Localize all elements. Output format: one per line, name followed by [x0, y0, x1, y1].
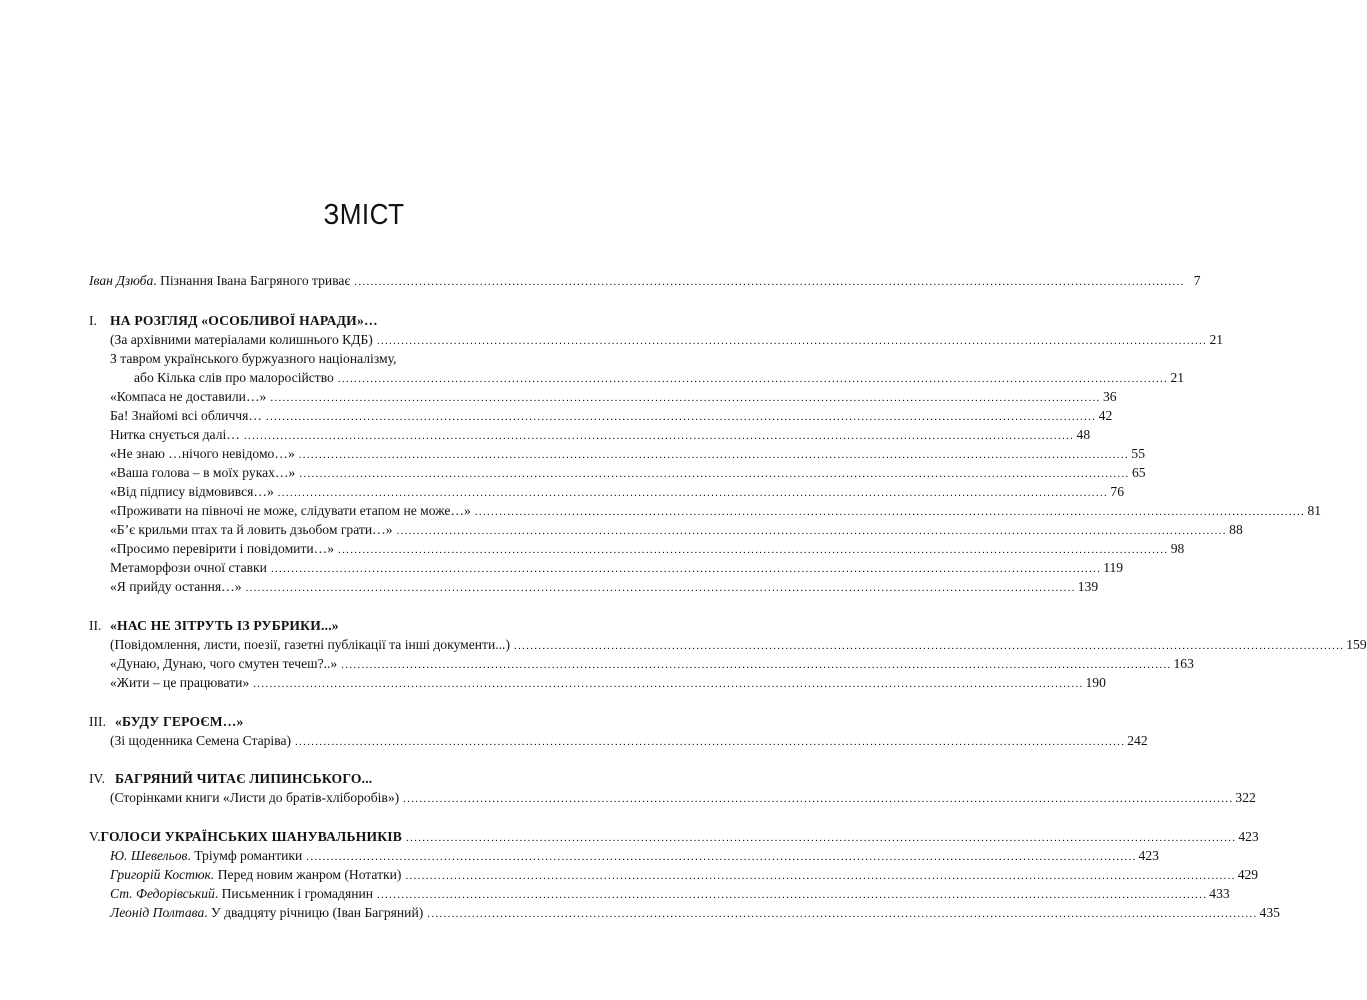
leader-dots: ............................................................................................................................................................................................................. — [245, 582, 1076, 594]
entry-page: 48 — [1076, 427, 1091, 442]
entry-page: 163 — [1173, 656, 1194, 671]
toc-entry[interactable] — [110, 331, 1224, 349]
toc-entry[interactable] — [110, 407, 1113, 425]
entry-title: . Тріумф романтики — [187, 848, 303, 863]
entry-title: «Не знаю …нічого невідомо…» — [110, 446, 295, 461]
entry-page: 81 — [1307, 503, 1322, 518]
toc-entry-intro[interactable] — [89, 272, 1201, 290]
toc-entry[interactable] — [110, 655, 1194, 673]
leader-dots: ............................................................................................................................................................................................................. — [243, 430, 1075, 442]
entry-page: 433 — [1209, 886, 1230, 901]
entry-title: «Проживати на півночі не може, слідувати етапом не може…» — [110, 503, 471, 518]
entry-page: 139 — [1077, 579, 1099, 594]
entry-author: Ст. Федорівський — [110, 886, 215, 901]
leader-dots: ............................................................................................................................................................................................................. — [270, 563, 1102, 575]
leader-dots: ............................................................................................................................................................................................................. — [295, 736, 1126, 748]
leader-dots: ............................................................................................................................................................................................................. — [299, 468, 1130, 480]
leader-dots: ............................................................................................................................................................................................................. — [341, 659, 1172, 671]
section-heading: «БУДУ ГЕРОЄМ…» — [115, 714, 244, 729]
leader-dots: ............................................................................................................................................................................................................. — [270, 392, 1101, 404]
toc-entry[interactable] — [110, 789, 1256, 807]
entry-page: 423 — [1138, 848, 1159, 863]
entry-page: 435 — [1259, 905, 1280, 920]
entry-author: Григорій Костюк. — [110, 867, 215, 882]
entry-title: Нитка снується далі… — [110, 427, 240, 442]
leader-dots: ............................................................................................................................................................................................................. — [396, 525, 1227, 537]
leader-dots: ............................................................................................................................................................................................................. — [338, 544, 1169, 556]
toc-entry[interactable] — [110, 388, 1117, 406]
entry-author: Леонід Полтава — [110, 905, 205, 920]
entry-title: «Жити – це працювати» — [110, 675, 250, 690]
toc-section-1[interactable] — [89, 312, 640, 330]
entry-page: 322 — [1235, 790, 1256, 805]
leader-dots: ............................................................................................................................................................................................................. — [298, 449, 1129, 461]
toc-section-5[interactable] — [89, 828, 1259, 846]
toc-entry[interactable] — [110, 904, 1280, 922]
entry-title: «Б’є крильми птах та й ловить дзьобом грати…» — [110, 522, 393, 537]
entry-title: або Кілька слів про малоросійство — [134, 370, 334, 385]
leader-dots: ............................................................................................................................................................................................................. — [405, 870, 1236, 882]
section-numeral: II. — [89, 618, 102, 633]
toc-entry[interactable] — [110, 464, 1146, 482]
leader-dots: ............................................................................................................................................................................................................. — [354, 276, 1185, 288]
leader-dots: ............................................................................................................................................................................................................. — [427, 908, 1258, 920]
entry-title: . Пізнання Івана Багряного триває — [153, 273, 351, 288]
entry-page: 55 — [1131, 446, 1145, 461]
leader-dots: ............................................................................................................................................................................................................. — [376, 335, 1208, 347]
leader-dots: ............................................................................................................................................................................................................. — [253, 678, 1084, 690]
entry-title: . Письменник і громадянин — [214, 886, 374, 901]
toc-entry[interactable] — [110, 885, 1230, 903]
leader-dots: ............................................................................................................................................................................................................. — [377, 889, 1208, 901]
toc-entry[interactable] — [110, 445, 1145, 463]
section-heading: ГОЛОСИ УКРАЇНСЬКИХ ШАНУВАЛЬНИКІВ — [100, 829, 403, 844]
toc-entry[interactable] — [110, 521, 1243, 539]
entry-title: (За архівними матеріалами колишнього КДБ) — [110, 332, 373, 347]
entry-title: «Просимо перевірити і повідомити…» — [110, 541, 335, 556]
toc-section-3[interactable] — [89, 713, 640, 731]
section-heading: БАГРЯНИЙ ЧИТАЄ ЛИПИНСЬКОГО... — [115, 771, 373, 786]
entry-author: Іван Дзюба — [89, 273, 154, 288]
entry-author: Ю. Шевельов — [110, 848, 188, 863]
entry-title: «Я прийду остання…» — [110, 579, 242, 594]
toc-entry[interactable] — [110, 540, 1185, 558]
entry-page: 423 — [1238, 829, 1259, 844]
entry-page: 429 — [1237, 867, 1259, 882]
entry-page: 159 — [1346, 637, 1367, 652]
toc-entry[interactable] — [110, 483, 1124, 501]
toc-entry[interactable] — [110, 502, 1322, 520]
section-numeral: III. — [89, 714, 106, 729]
toc-entry[interactable] — [110, 578, 1099, 596]
leader-dots: ............................................................................................................................................................................................................. — [406, 832, 1237, 844]
toc-entry[interactable] — [110, 732, 1148, 750]
leader-dots: ............................................................................................................................................................................................................. — [403, 793, 1234, 805]
leader-dots: ............................................................................................................................................................................................................. — [265, 411, 1097, 423]
entry-title: «Дунаю, Дунаю, чого смутен течеш?..» — [110, 656, 338, 671]
section-heading: «НАС НЕ ЗІТРУТЬ ІЗ РУБРИКИ...» — [110, 618, 339, 633]
entry-page: 242 — [1127, 733, 1148, 748]
entry-page: 42 — [1098, 408, 1113, 423]
toc-entry[interactable] — [134, 369, 1185, 387]
entry-title: Перед новим жанром (Нотатки) — [214, 867, 402, 882]
leader-dots: ............................................................................................................................................................................................................. — [277, 487, 1108, 499]
toc-section-4[interactable] — [89, 770, 640, 788]
toc-entry[interactable] — [110, 847, 1159, 865]
toc-entry[interactable] — [110, 426, 1091, 444]
entry-title: . У двадцяту річницю (Іван Багряний) — [204, 905, 424, 920]
entry-page: 65 — [1131, 465, 1146, 480]
entry-page: 119 — [1103, 560, 1124, 575]
leader-dots: ............................................................................................................................................................................................................. — [337, 373, 1169, 385]
toc-entry[interactable] — [110, 674, 1106, 692]
entry-title: «Ваша голова – в моїх руках…» — [110, 465, 296, 480]
entry-page: 190 — [1085, 675, 1106, 690]
section-numeral: I. — [89, 313, 97, 328]
toc-section-2[interactable] — [89, 617, 640, 635]
entry-page: 76 — [1110, 484, 1124, 499]
leader-dots: ............................................................................................................................................................................................................. — [514, 640, 1345, 652]
entry-page: 21 — [1170, 370, 1185, 385]
entry-page: 98 — [1170, 541, 1185, 556]
entry-title: «Компаса не доставили…» — [110, 389, 267, 404]
entry-title: (Сторінками книги «Листи до братів-хліборобів») — [110, 790, 400, 805]
leader-dots: ............................................................................................................................................................................................................. — [474, 506, 1306, 518]
toc-entry[interactable] — [110, 636, 1367, 654]
section-numeral: V. — [89, 829, 101, 844]
toc-entry[interactable] — [110, 866, 1259, 884]
entry-title: Ба! Знайомі всі обличчя… — [110, 408, 262, 423]
entry-page: 21 — [1209, 332, 1224, 347]
entry-title: (Зі щоденника Семена Старіва) — [110, 733, 291, 748]
entry-title: «Від підпису відмовився…» — [110, 484, 274, 499]
entry-page: 36 — [1103, 389, 1117, 404]
toc-entry-line[interactable]: З тавром українського буржуазного націоналізму, — [110, 351, 397, 366]
toc-entry[interactable] — [110, 559, 1124, 577]
entry-title: (Повідомлення, листи, поезії, газетні публікації та інші документи...) — [110, 637, 510, 652]
entry-page: 88 — [1229, 522, 1243, 537]
leader-dots: ............................................................................................................................................................................................................. — [306, 851, 1137, 863]
section-heading: НА РОЗГЛЯД «ОСОБЛИВОЇ НАРАДИ»… — [110, 313, 378, 328]
entry-title: Метаморфози очної ставки — [110, 560, 267, 575]
section-numeral: IV. — [89, 771, 105, 786]
entry-page: 7 — [1193, 273, 1201, 288]
page-title: ЗМІСТ — [323, 199, 405, 231]
